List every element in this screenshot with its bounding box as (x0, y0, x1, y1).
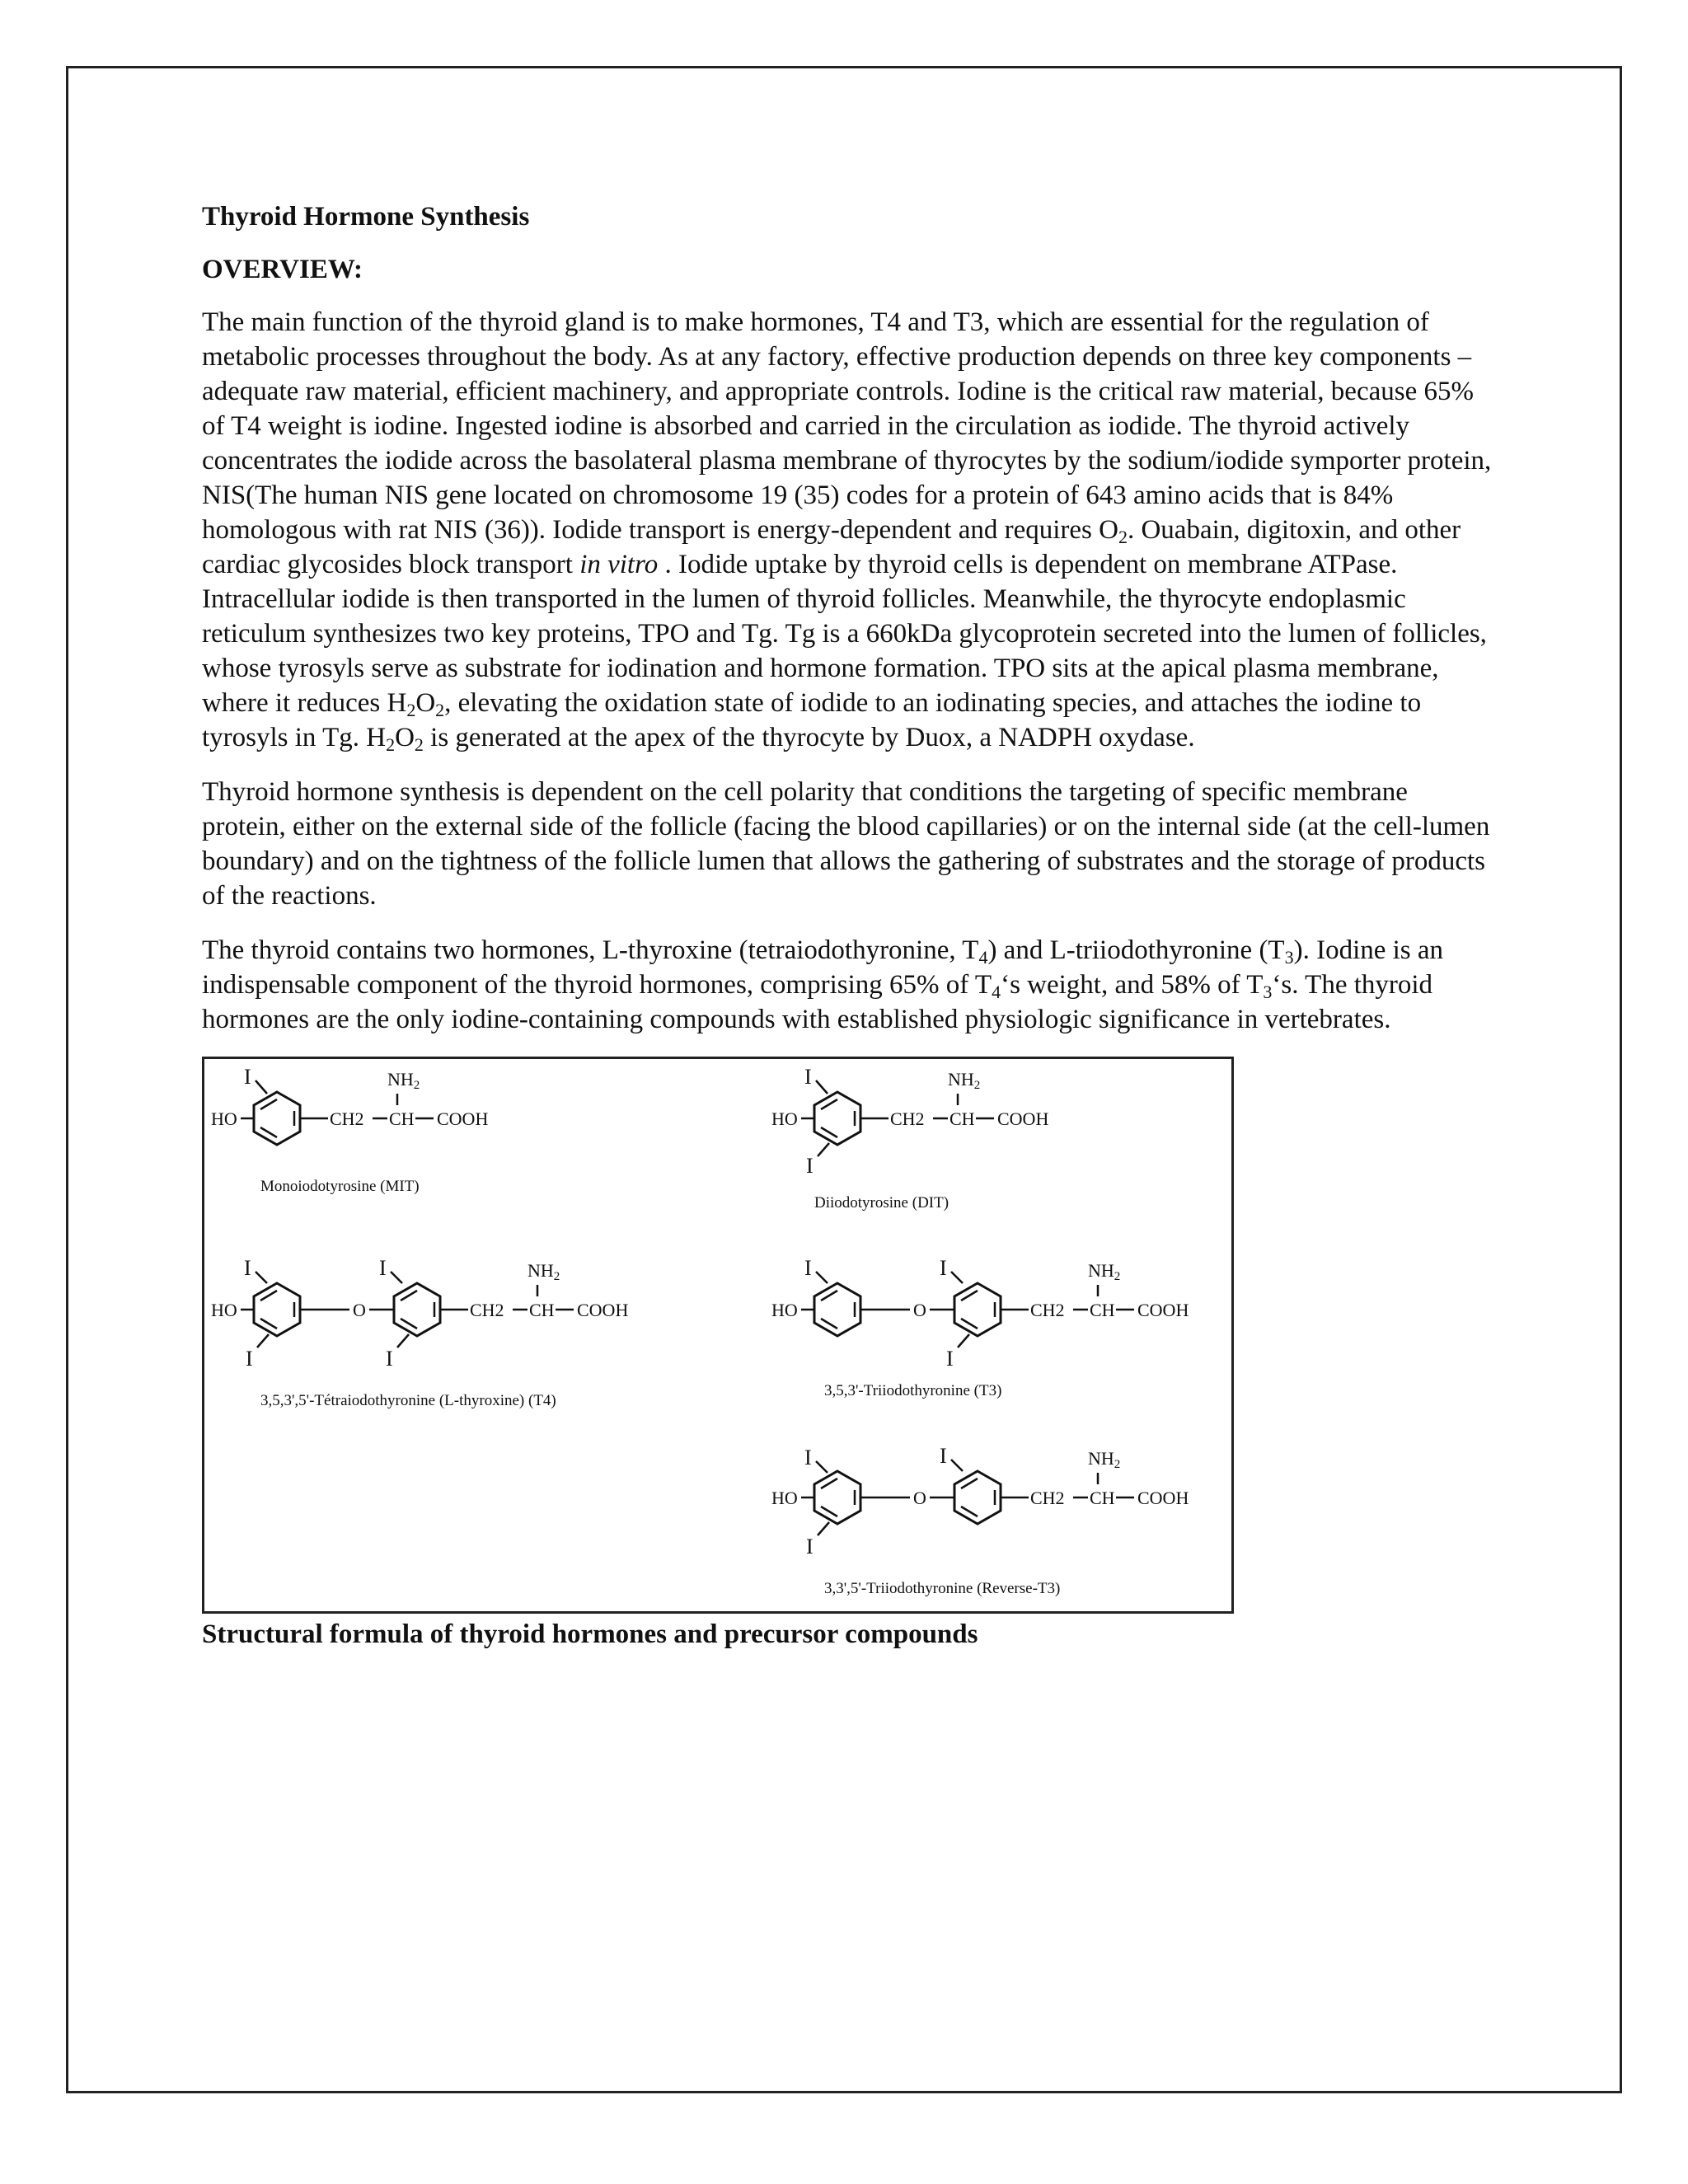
carboxyl-group: COOH (1137, 1488, 1189, 1508)
ch-group: CH (950, 1108, 975, 1129)
paragraph-polarity: Thyroid hormone synthesis is dependent on the cell polarity that conditions the targeting of specific membrane protein, either on the external side of the follicle (facing the blood capillaries) or on the internal side (at the cell-lumen boundary) and on the tightness of the follicle lumen that allows the gathering of substrates and the storage of products of the reactions. (202, 777, 1490, 911)
ch-group: CH (389, 1108, 415, 1129)
ch2-group: CH2 (470, 1300, 504, 1320)
iodine-atom: I (386, 1347, 393, 1371)
amine-group: NH2 (1088, 1448, 1121, 1471)
mit-structure (211, 1065, 488, 1195)
carboxyl-group: COOH (1137, 1300, 1189, 1320)
figure-caption: Structural formula of thyroid hormones and precursor compounds (202, 1619, 978, 1649)
carboxyl-group: COOH (437, 1108, 489, 1129)
t4-label: 3,5,3',5'-Tétraiodothyronine (L-thyroxine) (T4) (260, 1392, 556, 1409)
paragraph-overview: The main function of the thyroid gland is to make hormones, T4 and T3, which are essential for the regulation of metabolic processes throughout the body. As at any factory, effective production depends on three key components – adequate raw material, efficient machinery, and appropriate controls. Iodine is the critical raw material, because 65% of T4 weight is iodine. Ingested iodine is absorbed and carried in the circulation as iodide. The thyroid actively concentrates the iodide across the basolateral plasma membrane of thyrocytes by the sodium/iodide symporter protein, NIS(The human NIS gene located on chromosome 19 (35) codes for a protein of 643 amino acids that is 84% homologous with rat NIS (36)). Iodide transport is energy-dependent and requires $O_2$. Ouabain, digitoxin, and other cardiac glycosides block transport in vitro . Iodide uptake by thyroid cells is dependent on membrane ATPase. Intracellular iodide is then transported in the lumen of thyroid follicles. Meanwhile, the thyrocyte endoplasmic reticulum synthesizes two key proteins, TPO and Tg. Tg is a 660kDa glycoprotein secreted into the lumen of follicles, whose tyrosyls serve as substrate for iodination and hormone formation. TPO sits at the apical plasma membrane, where it reduces $H_2O_2$, elevating the oxidation state of iodide to an iodinating species, and attaches the iodine to tyrosyls in Tg. $H_2O_2$ is generated at the apex of the thyrocyte by Duox, a NADPH oxydase. (202, 307, 1492, 755)
ch2-group: CH2 (890, 1108, 925, 1129)
ether-oxygen: O (353, 1300, 366, 1320)
t4-structure (211, 1256, 628, 1409)
reverse-t3-label: 3,3',5'-Triiodothyronine (Reverse-T3) (824, 1580, 1061, 1597)
amine-group: NH2 (1088, 1260, 1121, 1283)
ch-group: CH (1090, 1300, 1115, 1320)
ether-oxygen: O (913, 1300, 926, 1320)
ch2-group: CH2 (1030, 1488, 1065, 1508)
iodine-atom: I (379, 1256, 387, 1280)
t3-label: 3,5,3'-Triiodothyronine (T3) (824, 1382, 1002, 1399)
hydroxyl-group: HO (211, 1108, 237, 1129)
iodine-atom: I (244, 1065, 251, 1089)
amine-group: NH2 (387, 1069, 420, 1092)
paragraph-hormones: The thyroid contains two hormones, L-thyroxine (tetraiodothyronine, $T_4$) and L-triiodothyronine $(T_3)$. Iodine is an indispensable component of the thyroid hormones, comprising 65% of $T_4‘s$ weight, and 58% of $T_3‘s$. The thyroid hormones are the only iodine-containing compounds with established physiologic significance in vertebrates. (202, 935, 1444, 1034)
iodine-atom: I (804, 1065, 812, 1089)
iodine-atom: I (804, 1446, 812, 1469)
t3-structure (771, 1256, 1189, 1399)
section-heading: OVERVIEW: (202, 255, 363, 284)
ether-oxygen: O (913, 1488, 926, 1508)
iodine-atom: I (946, 1347, 954, 1371)
iodine-atom: I (246, 1347, 253, 1371)
ch2-group: CH2 (1030, 1300, 1065, 1320)
hydroxyl-group: HO (771, 1488, 798, 1508)
document-title: Thyroid Hormone Synthesis (202, 202, 530, 232)
iodine-atom: I (940, 1444, 947, 1468)
carboxyl-group: COOH (997, 1108, 1049, 1129)
dit-structure (771, 1065, 1048, 1212)
amine-group: NH2 (528, 1260, 560, 1283)
mit-label: Monoiodotyrosine (MIT) (260, 1178, 420, 1195)
ch-group: CH (1090, 1488, 1115, 1508)
iodine-atom: I (806, 1535, 814, 1558)
iodine-atom: I (244, 1256, 251, 1280)
hydroxyl-group: HO (211, 1300, 237, 1320)
carboxyl-group: COOH (577, 1300, 629, 1320)
hydroxyl-group: HO (771, 1108, 798, 1129)
reverse-t3-structure (771, 1444, 1189, 1597)
iodine-atom: I (940, 1256, 947, 1280)
structural-formulas-diagram (204, 1059, 1231, 1611)
ch-group: CH (529, 1300, 555, 1320)
iodine-atom: I (806, 1154, 814, 1178)
document-body (202, 199, 1496, 1652)
iodine-atom: I (804, 1256, 812, 1280)
ch2-group: CH2 (330, 1108, 364, 1129)
structural-formula-figure (202, 1057, 1234, 1614)
dit-label: Diiodotyrosine (DIT) (814, 1194, 950, 1212)
amine-group: NH2 (948, 1069, 981, 1092)
hydroxyl-group: HO (771, 1300, 798, 1320)
